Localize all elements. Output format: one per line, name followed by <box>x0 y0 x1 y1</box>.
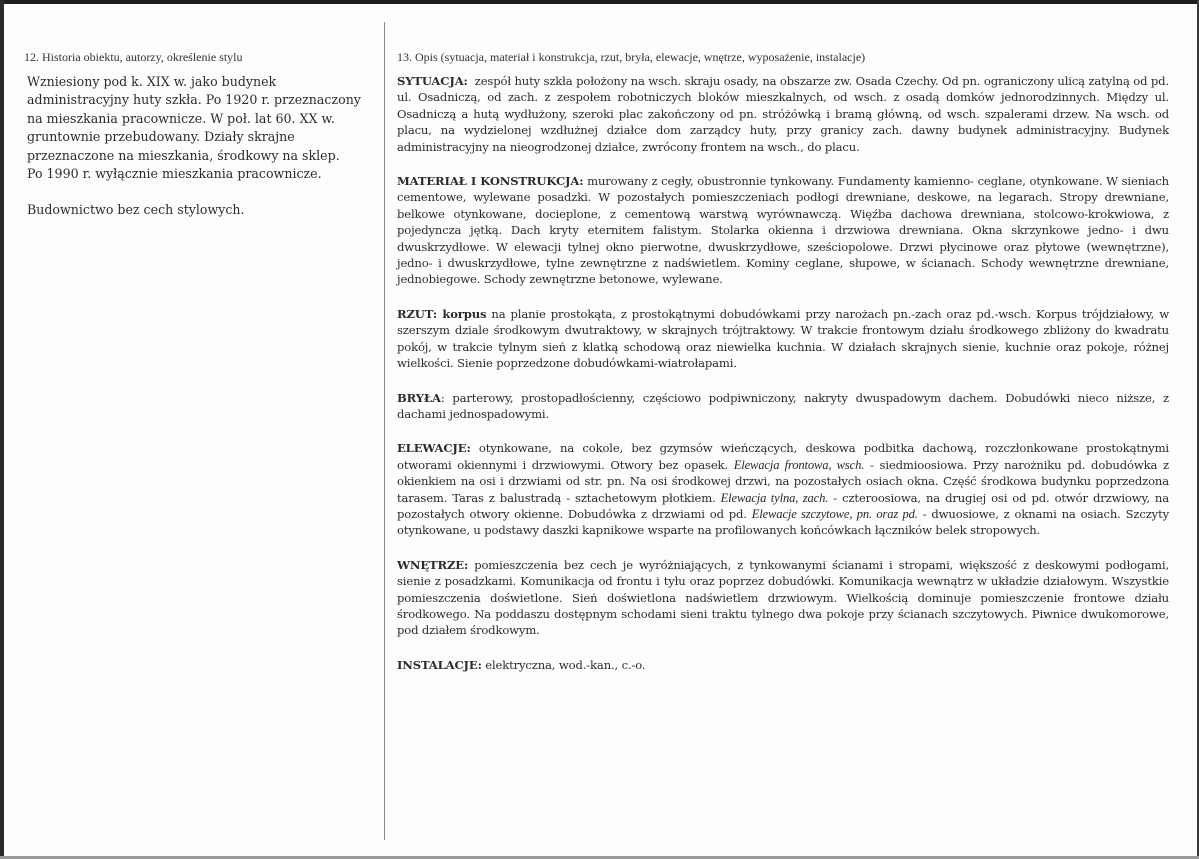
label-elewacje: ELEWACJE: <box>397 441 471 456</box>
label-wnetrze: WNĘTRZE: <box>397 557 469 572</box>
text-material: murowany z cegły, obustronnie tynkowany. Fundamenty kamienno- ceglane, otynkowane. W sieniach cementowe, wylewane posadzki. W pozostałych pomieszczeniach podłogi drewniane, deskowe, na legarach. Stropy drewniane, belkowe otynkowane, docieplone, z cementową warstwą wyrównawczą. Więźba dachowa drewniana, stolcowo-krokwiowa, z pojedyncza jętką. Dach kryty eternitem falistym. Stolarka okienna i drzwiowa drewniana. Okna skrzynkowe jedno- i dwu dwuskrzydłowe. W elewacji tylnej okno pierwotne, dwuskrzydłowe, sześciopolowe. Drzwi płycinowe oraz płytowe (wewnętrzne), jedno- i dwuskrzydłowe, tylne zewnętrzne z nadświetlem. Kominy ceglane, słupowe, w ścianach. Schody wewnętrzne drewniane, jednobiegowe. Schody zewnętrzne betonowe, wylewane. <box>397 174 1169 287</box>
column-divider <box>384 22 385 840</box>
history-line: gruntownie przebudowany. Działy skrajne <box>27 129 295 145</box>
italic-elewacje-szczytowe: Elewacje szczytowe, pn. oraz pd. <box>751 506 918 521</box>
text-sytuacja: zespół huty szkła położony na wsch. skraju osady, na obszarze zw. Osada Czechy. Od pn. ograniczony ulicą zatylną od pd. ul. Osadniczą, od zach. z zespołem robotniczych bloków mieszkalnych, od wsch. z osadą domków jednorodzinnych. Między ul. Osadniczą a hutą wydłużony, szeroki plac zakończony od pn. stróżówką i bramą główną, od wsch. szpalerami drzew. Na wsch. od placu, na wydzielonej wzdłużnej działce dom zarządcy huty, przy granicy zach. dawny budynek administracyjny. Budynek administracyjny na nieogrodzonej działce, zwrócony frontem na wsch., do placu. <box>397 74 1169 154</box>
text-elewacje-1: otynkowane, na cokole, bez gzymsów wieńczących, deskowa podbitka dachową, rozczłonkowane prostokątnymi otworami okiennymi i drzwiowymi. Otwory bez opasek. <box>397 441 1169 472</box>
scan-edge-top <box>0 0 1199 4</box>
paragraph-sytuacja <box>397 73 1169 155</box>
text-elewacje-4: - dwuosiowe, z oknami na osiach. Szczyty otynkowane, u podstawy daszki kapnikowe wsparte na profilowanych końcówkach łączników belek stropowych. <box>397 506 1169 538</box>
label-instalacje: INSTALACJE: <box>397 657 482 672</box>
text-rzut: na planie prostokąta, z prostokątnymi dobudówkami przy narożach pn.-zach oraz pd.-wsch. Korpus trójdziałowy, w szerszym dziale środkowym dwutraktowy, w skrajnych trójtraktowy. W trakcie frontowym działu środkowego zbliżony do kwadratu pokój, w trakcie tylnym sień z klatką schodową oraz niewielka kuchnia. W działach skrajnych sienie, kuchnie oraz pokoje, różnej wielkości. Sienie poprzedzone dobudówkami-wiatrołapami. <box>397 306 1169 371</box>
text-elewacje-3: - czteroosiowa, na drugiej osi od pd. otwór drzwiowy, na pozostałych otwory okienne. Dobudówka z drzwiami od pd. <box>397 490 1170 521</box>
paragraph-material <box>397 173 1169 288</box>
paragraph-rzut <box>397 306 1169 372</box>
scan-edge-left <box>0 0 4 859</box>
history-line: na mieszkania pracownicze. W poł. lat 60. XX w. <box>27 110 335 126</box>
style-note: Budownictwo bez cech stylowych. <box>27 202 245 218</box>
text-instalacje: elektryczna, wod.-kan., c.-o. <box>485 657 646 672</box>
history-line: Wzniesiony pod k. XIX w. jako budynek <box>27 74 277 89</box>
history-line: administracyjny huty szkła. Po 1920 r. przeznaczony <box>27 92 361 108</box>
section-12-history <box>24 50 369 220</box>
label-rzut: RZUT: korpus <box>397 306 487 321</box>
italic-elewacja-tylna: Elewacja tylna, zach. <box>720 490 829 505</box>
history-line: przeznaczone na mieszkania, środkowy na sklep. <box>27 147 340 163</box>
italic-elewacja-frontowa: Elewacja frontowa, wsch. <box>733 457 865 472</box>
section-13-description <box>397 50 1169 691</box>
section-13-title: 13. Opis (sytuacja, materiał i konstrukcja, rzut, bryła, elewacje, wnętrze, wyposażenie, instalacje) <box>397 50 866 64</box>
history-text <box>27 73 369 220</box>
paragraph-elewacje <box>397 440 1169 538</box>
text-elewacje-2: - siedmioosiowa. Przy narożniku pd. dobudówka z okienkiem na osi i drzwiami od str. pn. Na osi środkowej drzwi, na pozostałych osiach okna. Część środkowa budynku poprzedzona tarasem. Taras z balustradą - sztachetowym płotkiem. <box>397 457 1169 505</box>
paragraph-wnetrze <box>397 557 1169 639</box>
paragraph-instalacje <box>397 657 1169 673</box>
paragraph-bryla <box>397 390 1169 423</box>
text-bryla: : parterowy, prostopadłościenny, częściowo podpiwniczony, nakryty dwuspadowym dachem. Dobudówki nieco niższe, z dachami jednospadowymi. <box>397 390 1169 421</box>
label-material: MATERIAŁ I KONSTRUKCJA: <box>397 174 584 189</box>
section-12-title: 12. Historia obiektu, autorzy, określenie stylu <box>24 50 243 64</box>
history-line: Po 1990 r. wyłącznie mieszkania pracownicze. <box>27 166 322 182</box>
label-sytuacja: SYTUACJA: <box>397 74 468 88</box>
text-wnetrze: pomieszczenia bez cech je wyróżniających, z tynkowanymi ścianami i stropami, większość z deskowymi podłogami, sienie z posadzkami. Komunikacja od frontu i tyłu oraz poprzez dobudówki. Komunikacja wewnątrz w układzie działowym. Wszystkie pomieszczenia doświetlone. Sień doświetlona nadświetlem drzwiowym. Wielkością dominuje pomieszczenie frontowe działu środkowego. Na poddaszu dostępnym schodami sieni traktu tylnego dwa pokoje przy ścianach szczytowych. Piwnice dwukomorowe, pod działem środkowym. <box>397 557 1169 638</box>
label-bryla: BRYŁA <box>397 390 441 405</box>
